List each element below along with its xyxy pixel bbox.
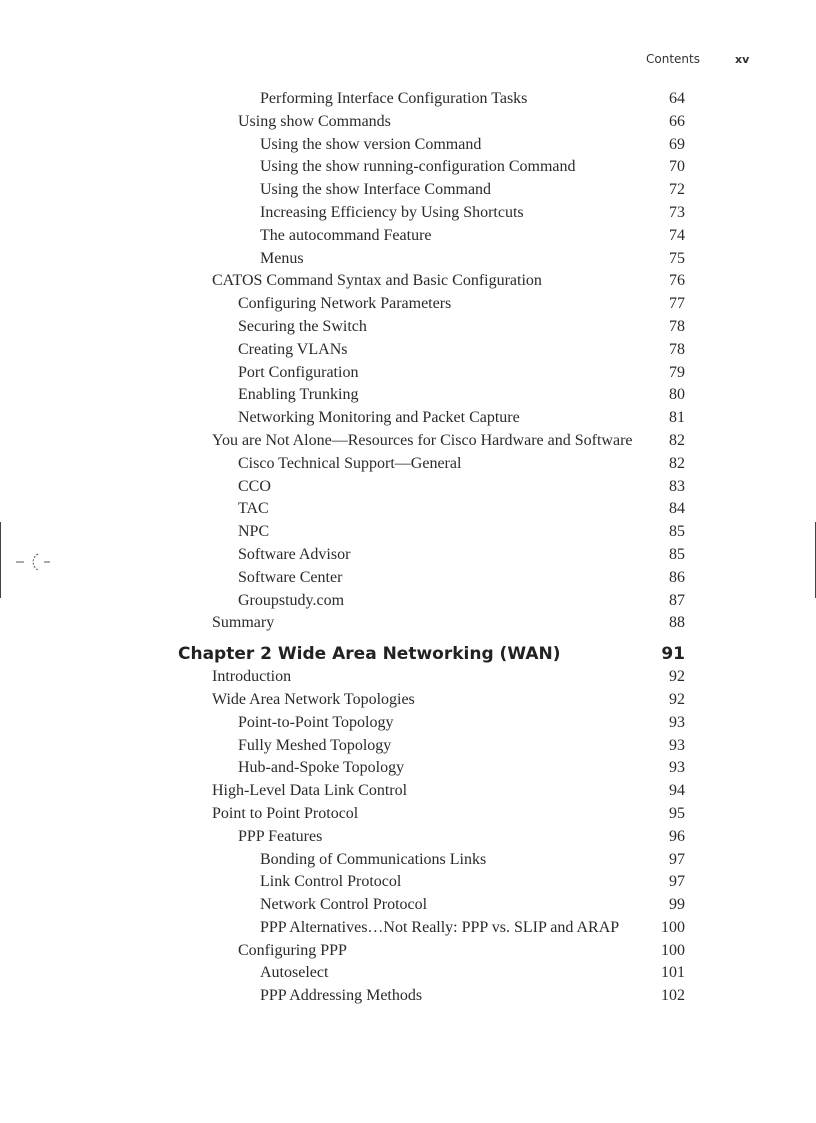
toc-entry-title: CCO xyxy=(238,477,271,495)
toc-entry xyxy=(0,430,816,453)
toc-entry xyxy=(0,917,816,940)
toc-entry xyxy=(0,293,816,316)
toc-entry-title: Point-to-Point Topology xyxy=(238,713,394,731)
toc-entry-page-number: 92 xyxy=(669,690,685,708)
toc-entry-title: Network Control Protocol xyxy=(260,896,428,914)
toc-entry xyxy=(0,362,816,385)
toc-entry-page-number: 93 xyxy=(669,736,685,754)
toc-entry-title: Configuring Network Parameters xyxy=(238,295,452,313)
chapter-page-number: 91 xyxy=(661,644,685,665)
toc-entry-page-number: 81 xyxy=(669,409,685,427)
toc-entry xyxy=(0,567,816,590)
toc-entry-title: Securing the Switch xyxy=(238,317,367,335)
toc-entry-page-number: 92 xyxy=(669,668,685,686)
toc-entry-page-number: 77 xyxy=(669,295,685,313)
toc-entry xyxy=(0,111,816,134)
toc-entry-title: Using the show version Command xyxy=(260,135,482,153)
toc-entry-page-number: 82 xyxy=(669,454,685,472)
toc-entry-page-number: 70 xyxy=(669,158,685,176)
toc-entry-page-number: 80 xyxy=(669,386,685,404)
toc-entry xyxy=(0,689,816,712)
toc-entry-title: Configuring PPP xyxy=(238,941,347,959)
toc-entry-title: PPP Features xyxy=(238,827,323,845)
toc-entry xyxy=(0,894,816,917)
toc-entry xyxy=(0,826,816,849)
toc-entry-page-number: 85 xyxy=(669,545,685,563)
toc-entry xyxy=(0,521,816,544)
toc-entry xyxy=(0,712,816,735)
toc-entry-title: Introduction xyxy=(212,668,292,686)
toc-entry xyxy=(0,453,816,476)
toc-entry-title: The autocommand Feature xyxy=(260,226,432,244)
toc-entry xyxy=(0,225,816,248)
toc-entry-title: Point to Point Protocol xyxy=(212,804,359,822)
toc-entry xyxy=(0,780,816,803)
chapter-heading xyxy=(0,635,816,666)
toc-entry-title: High-Level Data Link Control xyxy=(212,782,408,800)
toc-entry-title: PPP Addressing Methods xyxy=(260,987,423,1005)
toc-entry-page-number: 69 xyxy=(669,135,685,153)
toc-entry-title: Enabling Trunking xyxy=(238,386,359,404)
toc-entry-title: Autoselect xyxy=(260,964,329,982)
toc-entry-page-number: 75 xyxy=(669,249,685,267)
toc-entry-title: Using the show running-configuration Command xyxy=(260,158,576,176)
toc-entry xyxy=(0,384,816,407)
toc-entry-page-number: 97 xyxy=(669,850,685,868)
toc-entry-page-number: 95 xyxy=(669,804,685,822)
toc-entry-page-number: 99 xyxy=(669,896,685,914)
toc-entry xyxy=(0,498,816,521)
toc-entry xyxy=(0,248,816,271)
toc-entry xyxy=(0,270,816,293)
running-head-title: Contents xyxy=(646,52,700,66)
toc-entry-page-number: 79 xyxy=(669,363,685,381)
toc-entry xyxy=(0,735,816,758)
toc-entry-page-number: 100 xyxy=(661,918,685,936)
toc-entry xyxy=(0,985,816,1008)
toc-entry-page-number: 93 xyxy=(669,713,685,731)
toc-entry xyxy=(0,339,816,362)
toc-entry-title: Increasing Efficiency by Using Shortcuts xyxy=(260,203,524,221)
toc-entry-page-number: 84 xyxy=(669,500,685,518)
toc-entry-page-number: 102 xyxy=(661,987,685,1005)
toc-entry-page-number: 87 xyxy=(669,591,685,609)
toc-entry-title: Summary xyxy=(212,614,275,632)
toc-entry-title: Menus xyxy=(260,249,304,267)
toc-entry-page-number: 72 xyxy=(669,181,685,199)
toc-entry xyxy=(0,666,816,689)
toc-entry-title: Using the show Interface Command xyxy=(260,181,492,199)
toc-entry xyxy=(0,202,816,225)
toc-entry xyxy=(0,544,816,567)
toc-entry-page-number: 85 xyxy=(669,523,685,541)
running-head xyxy=(0,52,816,70)
toc-entry xyxy=(0,849,816,872)
toc-entry xyxy=(0,803,816,826)
toc-entry-title: TAC xyxy=(238,500,269,518)
toc-entry-page-number: 74 xyxy=(669,226,685,244)
toc-entry-page-number: 83 xyxy=(669,477,685,495)
toc-entry-title: Bonding of Communications Links xyxy=(260,850,487,868)
toc-entry xyxy=(0,156,816,179)
toc-entry-page-number: 96 xyxy=(669,827,685,845)
toc-entry-title: Fully Meshed Topology xyxy=(238,736,392,754)
toc-entry-title: You are Not Alone—Resources for Cisco Hardware and Software xyxy=(212,431,633,449)
toc-entry xyxy=(0,88,816,111)
toc-entry xyxy=(0,962,816,985)
toc-entry-page-number: 94 xyxy=(669,782,685,800)
toc-entry-title: Software Advisor xyxy=(238,545,351,563)
toc-entry xyxy=(0,940,816,963)
toc-entry-title: NPC xyxy=(238,523,270,541)
toc-entry-title: Hub-and-Spoke Topology xyxy=(238,759,405,777)
toc-entry-page-number: 66 xyxy=(669,112,685,130)
toc-entry-page-number: 78 xyxy=(669,340,685,358)
toc-entry xyxy=(0,407,816,430)
toc-entry-title: Wide Area Network Topologies xyxy=(212,690,415,708)
running-head-page-number: xv xyxy=(735,53,750,66)
table-of-contents xyxy=(0,88,816,1008)
toc-entry-title: Link Control Protocol xyxy=(260,873,402,891)
toc-entry-page-number: 88 xyxy=(669,614,685,632)
toc-entry-page-number: 93 xyxy=(669,759,685,777)
registration-mark-icon xyxy=(16,550,52,574)
chapter-title: Chapter 2 Wide Area Networking (WAN) xyxy=(178,644,561,665)
toc-entry-title: Software Center xyxy=(238,568,343,586)
toc-entry-page-number: 101 xyxy=(661,964,685,982)
toc-entry xyxy=(0,476,816,499)
toc-entry-page-number: 73 xyxy=(669,203,685,221)
toc-entry-title: Creating VLANs xyxy=(238,340,348,358)
toc-entry xyxy=(0,590,816,613)
toc-entry-title: CATOS Command Syntax and Basic Configuration xyxy=(212,272,542,290)
toc-entry-title: Groupstudy.com xyxy=(238,591,345,609)
toc-entry-title: Networking Monitoring and Packet Capture xyxy=(238,409,520,427)
crop-mark-left xyxy=(0,522,1,598)
toc-entry-page-number: 86 xyxy=(669,568,685,586)
toc-entry-page-number: 100 xyxy=(661,941,685,959)
toc-entry-page-number: 78 xyxy=(669,317,685,335)
toc-entry-page-number: 97 xyxy=(669,873,685,891)
toc-entry xyxy=(0,757,816,780)
toc-entry xyxy=(0,134,816,157)
toc-entry xyxy=(0,316,816,339)
toc-entry-page-number: 82 xyxy=(669,431,685,449)
toc-entry-title: Cisco Technical Support—General xyxy=(238,454,462,472)
toc-entry-title: PPP Alternatives…Not Really: PPP vs. SLIP and ARAP xyxy=(260,918,620,936)
toc-entry xyxy=(0,871,816,894)
toc-entry-title: Performing Interface Configuration Tasks xyxy=(260,90,528,107)
toc-entry xyxy=(0,612,816,635)
toc-entry-page-number: 64 xyxy=(669,90,685,107)
toc-entry-page-number: 76 xyxy=(669,272,685,290)
toc-entry-title: Using show Commands xyxy=(238,112,391,130)
toc-entry xyxy=(0,179,816,202)
toc-entry-title: Port Configuration xyxy=(238,363,359,381)
